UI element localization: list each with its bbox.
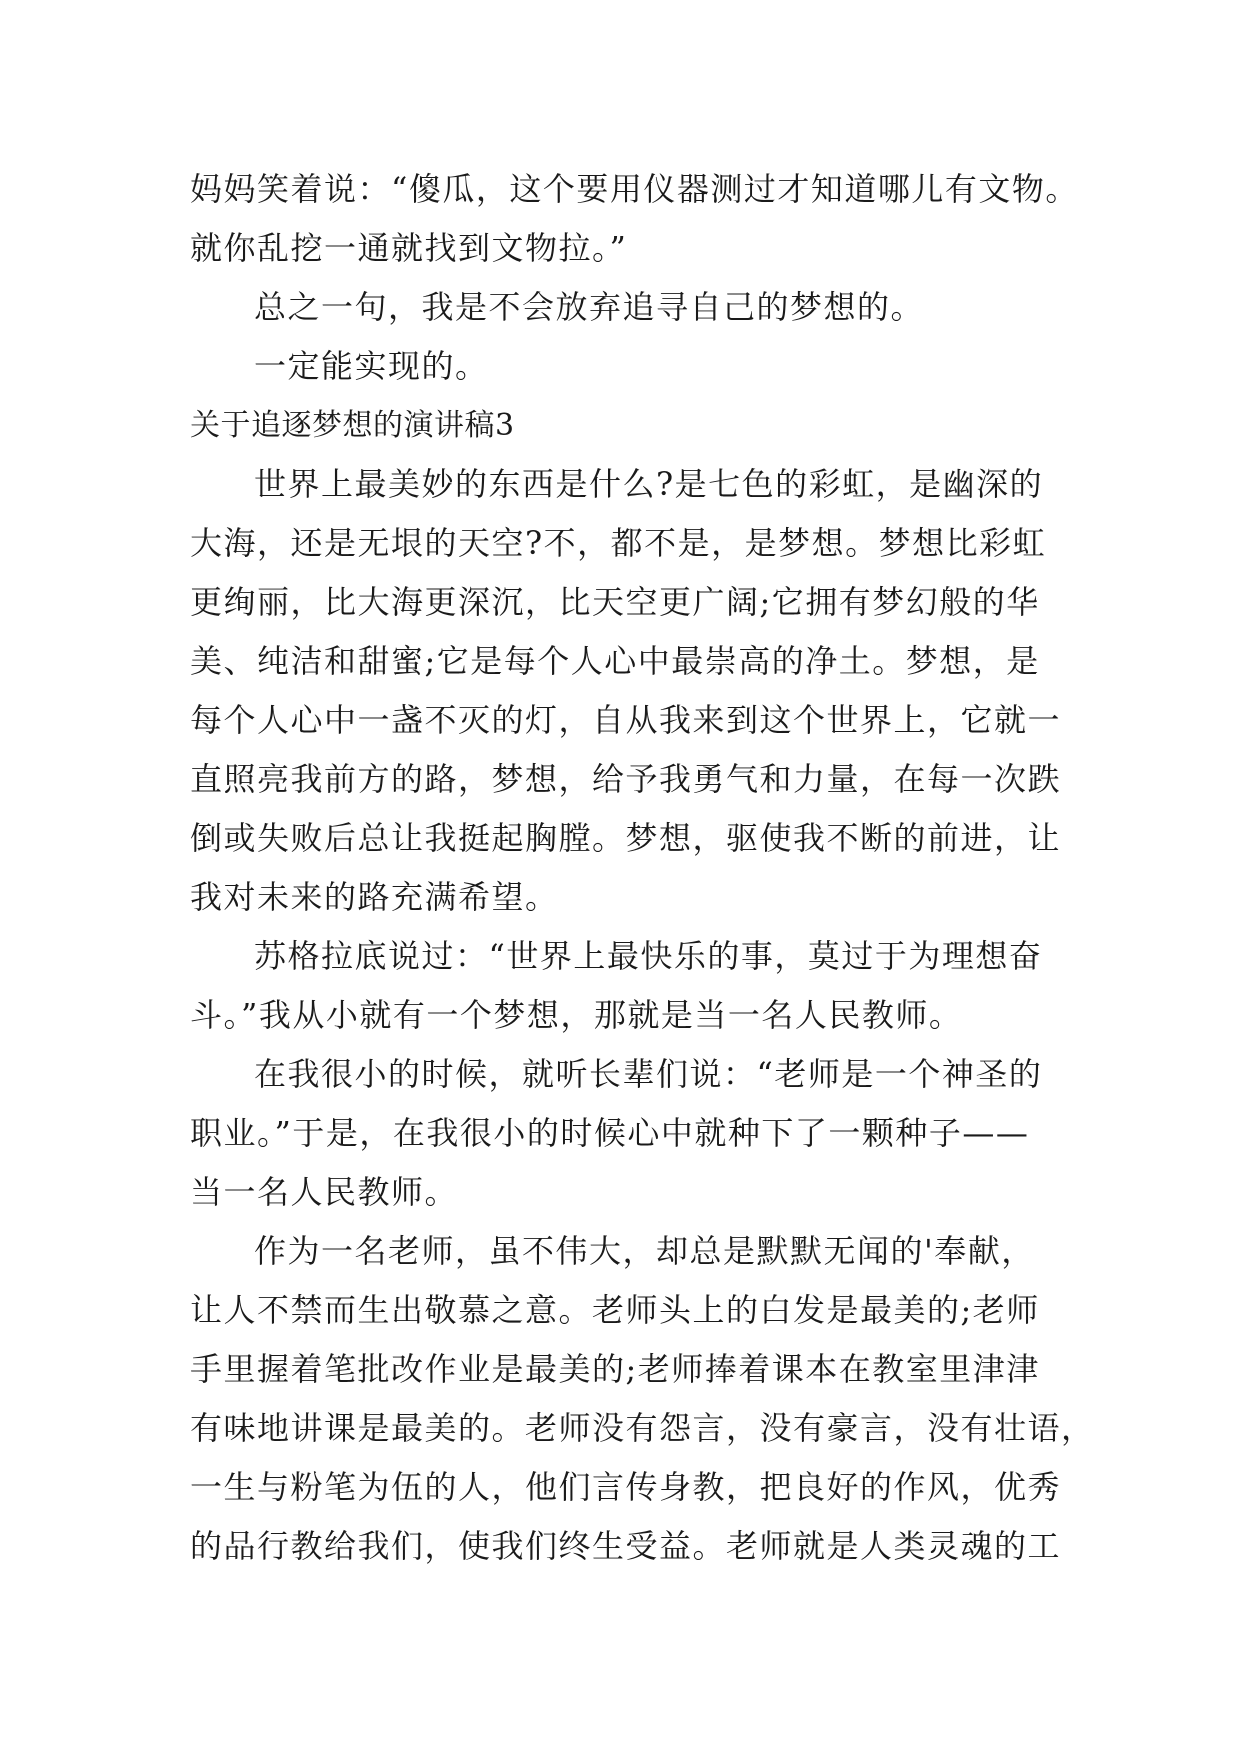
text-line: 世界上最美妙的东西是什么?是七色的彩虹，是幽深的: [254, 465, 1044, 503]
text-line: 我对未来的路充满希望。: [190, 878, 559, 916]
text-line: 的品行教给我们，使我们终生受益。老师就是人类灵魂的工: [190, 1527, 1062, 1565]
text-line: 斗。”我从小就有一个梦想，那就是当一名人民教师。: [190, 996, 963, 1034]
text-line: 职业。”于是，在我很小的时候心中就种下了一颗种子——: [190, 1114, 1030, 1152]
text-line: 每个人心中一盏不灭的灯，自从我来到这个世界上，它就一: [190, 701, 1062, 739]
text-line: 有味地讲课是最美的。老师没有怨言，没有豪言，没有壮语，: [190, 1409, 1095, 1447]
text-line: 手里握着笔批改作业是最美的;老师捧着课本在教室里津津: [190, 1350, 1040, 1388]
text-line: 大海，还是无垠的天空?不，都不是，是梦想。梦想比彩虹: [190, 524, 1047, 562]
text-line: 让人不禁而生出敬慕之意。老师头上的白发是最美的;老师: [190, 1291, 1040, 1329]
text-line: 总之一句，我是不会放弃追寻自己的梦想的。: [254, 288, 925, 326]
text-line: 就你乱挖一通就找到文物拉。”: [190, 229, 628, 267]
text-line: 美、纯洁和甜蜜;它是每个人心中最崇高的净土。梦想，是: [190, 642, 1040, 680]
document-body: [190, 160, 1095, 1576]
text-line: 苏格拉底说过：“世界上最快乐的事，莫过于为理想奋: [254, 937, 1043, 975]
section-heading: 关于追逐梦想的演讲稿3: [190, 408, 515, 443]
text-line: 当一名人民教师。: [190, 1173, 459, 1211]
text-line: 一定能实现的。: [254, 347, 489, 385]
text-line: 在我很小的时候，就听长辈们说：“老师是一个神圣的: [254, 1055, 1043, 1093]
text-line: 倒或失败后总让我挺起胸膛。梦想，驱使我不断的前进，让: [190, 819, 1062, 857]
text-line: 一生与粉笔为伍的人，他们言传身教，把良好的作风，优秀: [190, 1468, 1062, 1506]
text-line: 直照亮我前方的路，梦想，给予我勇气和力量，在每一次跌: [190, 760, 1062, 798]
text-line: 作为一名老师，虽不伟大，却总是默默无闻的'奉献，: [254, 1232, 1035, 1270]
text-line: 更绚丽，比大海更深沉，比天空更广阔;它拥有梦幻般的华: [190, 583, 1040, 621]
text-line: 妈妈笑着说：“傻瓜，这个要用仪器测过才知道哪儿有文物。: [190, 170, 1079, 208]
